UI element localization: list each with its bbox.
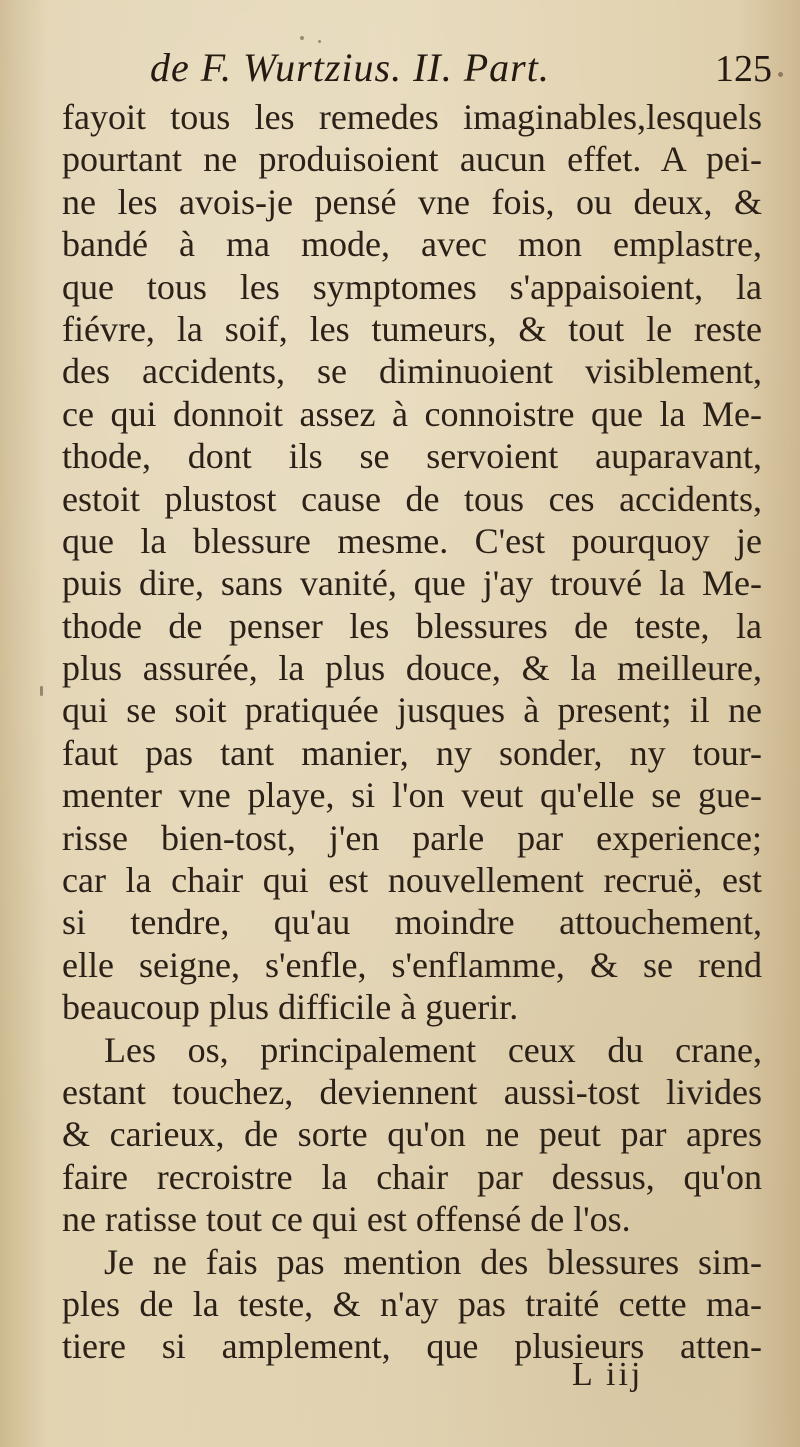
ink-speck xyxy=(300,36,304,40)
text-line-12: puis dire, sans vanité, que j'ay trouvé la Me- xyxy=(62,563,762,604)
text-line-5: que tous les symptomes s'appaisoient, la xyxy=(62,266,762,307)
page-number: 125 xyxy=(715,48,772,90)
text-line-28: Je ne fais pas mention des blessures sim- xyxy=(104,1241,762,1282)
text-line-27: ne ratisse tout ce qui est offensé de l'os. xyxy=(62,1199,631,1240)
text-line-30: tiere si amplement, que plusieurs atten- xyxy=(62,1326,762,1367)
text-line-22: beaucoup plus difficile à guerir. xyxy=(62,987,519,1028)
text-line-8: ce qui donnoit assez à connoistre que la Me- xyxy=(62,393,762,434)
running-head-title: de F. Wurtzius. II. Part. xyxy=(150,45,550,90)
text-line-7: des accidents, se diminuoient visiblement, xyxy=(62,351,762,392)
text-line-21: elle seigne, s'enfle, s'enflamme, & se rend xyxy=(62,944,762,985)
text-line-13: thode de penser les blessures de teste, la xyxy=(62,605,762,646)
body-text xyxy=(62,96,762,1368)
ink-speck xyxy=(778,72,783,77)
text-line-14: plus assurée, la plus douce, & la meilleure, xyxy=(62,648,762,689)
text-line-15: qui se soit pratiquée jusques à present; il ne xyxy=(62,690,762,731)
text-line-18: risse bien-tost, j'en parle par experience; xyxy=(62,817,762,858)
text-line-26: faire recroistre la chair par dessus, qu'on xyxy=(62,1156,762,1197)
text-line-10: estoit plustost cause de tous ces accidents, xyxy=(62,478,762,519)
ink-speck xyxy=(40,686,43,696)
text-line-1: fayoit tous les remedes imaginables,lesquels xyxy=(62,97,762,137)
text-line-24: estant touchez, deviennent aussi-tost livides xyxy=(62,1071,762,1112)
text-line-25: & carieux, de sorte qu'on ne peut par apres xyxy=(62,1114,762,1155)
text-line-9: thode, dont ils se servoient auparavant, xyxy=(62,436,762,477)
text-line-2: pourtant ne produisoient aucun effet. A pei- xyxy=(62,139,762,180)
text-line-11: que la blessure mesme. C'est pourquoy je xyxy=(62,520,762,561)
text-line-20: si tendre, qu'au moindre attouchement, xyxy=(62,902,762,943)
text-line-6: fiévre, la soif, les tumeurs, & tout le reste xyxy=(62,308,762,349)
text-line-23: Les os, principalement ceux du crane, xyxy=(104,1029,762,1070)
signature-mark: L iij xyxy=(572,1356,644,1393)
text-line-19: car la chair qui est nouvellement recruë, est xyxy=(62,860,762,901)
text-line-29: ples de la teste, & n'ay pas traité cette ma- xyxy=(62,1283,762,1324)
text-line-4: bandé à ma mode, avec mon emplastre, xyxy=(62,224,762,265)
text-line-17: menter vne playe, si l'on veut qu'elle se gue- xyxy=(62,775,762,816)
ink-speck xyxy=(318,40,321,43)
text-line-16: faut pas tant manier, ny sonder, ny tour- xyxy=(62,732,762,773)
text-line-3: ne les avois-je pensé vne fois, ou deux, & xyxy=(62,181,762,222)
running-head xyxy=(150,44,790,104)
